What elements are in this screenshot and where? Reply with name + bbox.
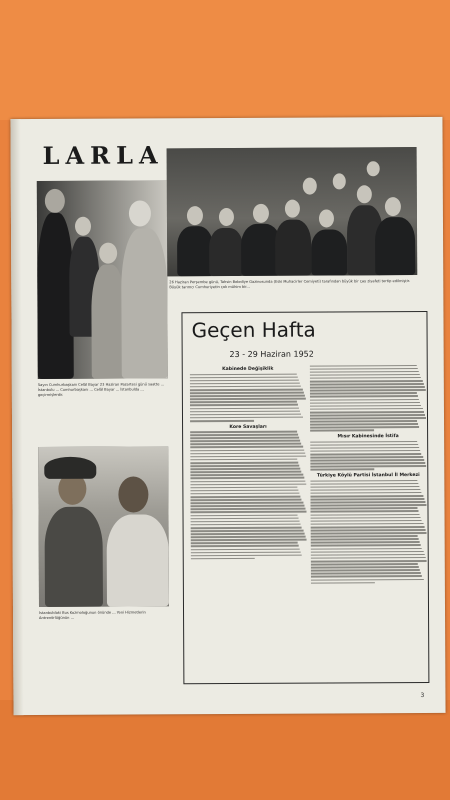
page-spine — [10, 119, 23, 715]
text-line — [310, 389, 426, 391]
text-line — [310, 383, 424, 385]
text-line — [191, 558, 255, 560]
text-line — [310, 411, 424, 413]
box-date: 23 - 29 Haziran 1952 — [229, 349, 314, 359]
text-line — [190, 483, 306, 485]
text-line — [190, 443, 301, 445]
text-line — [310, 426, 419, 428]
text-line — [191, 533, 305, 535]
president-photo-caption: Sayın Cumhurbaşkanı Celâl Bayar 23 Haziran Pazartesi günü saatte ... İstanbulu ... Cumhurbaşkanı ... Celâl Bayar ... İstanbulda ... geçirmişlerdir. — [37, 382, 165, 397]
text-line — [310, 498, 424, 500]
text-line — [310, 441, 417, 443]
text-line — [190, 392, 304, 394]
text-line — [190, 452, 305, 454]
text-line — [311, 575, 422, 577]
text-line — [311, 554, 425, 556]
text-line — [311, 557, 426, 559]
soldiers-photo-caption: İstanbuldaki Bus Kozmoloğunun önünde ... Yeni Hizmetlerin Antrenörlüğünün ... — [39, 610, 146, 620]
text-line — [310, 504, 426, 506]
text-line — [191, 527, 302, 529]
text-line — [191, 520, 300, 522]
section-heading: Mısır Kabinesinde İstifa — [337, 434, 399, 440]
text-line — [310, 453, 421, 455]
text-line — [190, 471, 301, 473]
text-line — [310, 365, 417, 367]
text-line — [190, 468, 300, 470]
text-line — [190, 437, 299, 439]
text-line — [191, 530, 304, 532]
text-line — [310, 501, 425, 503]
text-line — [191, 545, 299, 547]
text-line — [311, 563, 418, 565]
text-line — [190, 455, 306, 457]
article-column-left — [190, 364, 308, 681]
text-line — [190, 379, 299, 381]
text-line — [310, 374, 420, 376]
text-line — [190, 434, 298, 436]
text-line — [190, 505, 304, 507]
section-body — [310, 479, 427, 583]
text-line — [310, 377, 421, 379]
section-body — [310, 441, 426, 471]
section-heading: Kabinede Değişiklik — [222, 366, 274, 373]
text-line — [191, 542, 298, 544]
text-line — [190, 395, 305, 397]
text-line — [310, 456, 423, 458]
text-line — [311, 514, 420, 516]
text-line — [190, 465, 299, 467]
text-line — [190, 373, 297, 375]
text-line — [190, 401, 297, 403]
text-line — [190, 440, 300, 442]
text-line — [190, 431, 297, 433]
text-line — [311, 541, 420, 543]
text-line — [310, 510, 418, 512]
text-line — [311, 544, 421, 546]
background-bottom — [0, 700, 450, 800]
text-line — [311, 578, 424, 580]
text-line — [310, 392, 417, 394]
text-line — [310, 368, 418, 370]
text-line — [190, 489, 298, 491]
text-line — [310, 417, 426, 419]
group-photo — [167, 147, 418, 276]
text-line — [190, 398, 306, 400]
text-line — [311, 523, 424, 525]
text-line — [310, 408, 423, 410]
text-line — [311, 529, 426, 531]
text-line — [190, 477, 304, 479]
text-line — [310, 386, 425, 388]
box-title: Geçen Hafta — [191, 317, 316, 343]
text-line — [310, 450, 420, 452]
section-heading: Kore Savaşları — [229, 424, 267, 430]
text-line — [190, 449, 304, 451]
text-line — [190, 480, 305, 482]
text-line — [190, 474, 303, 476]
text-line — [310, 371, 419, 373]
text-line — [311, 526, 425, 528]
text-line — [191, 551, 301, 553]
text-line — [190, 382, 300, 384]
text-line — [191, 514, 298, 516]
text-line — [310, 414, 425, 416]
section-body — [190, 373, 306, 422]
text-line — [310, 507, 417, 509]
soldiers-photo — [38, 446, 169, 607]
text-line — [311, 551, 424, 553]
text-line — [310, 465, 426, 467]
text-line — [190, 416, 303, 418]
text-line — [310, 489, 420, 491]
text-line — [310, 420, 417, 422]
text-line — [310, 380, 423, 382]
text-line — [311, 548, 422, 550]
text-line — [310, 462, 425, 464]
magazine-page — [10, 117, 445, 715]
text-line — [310, 395, 418, 397]
text-line — [191, 548, 300, 550]
president-photo — [37, 180, 168, 379]
text-line — [191, 523, 301, 525]
text-line — [311, 572, 421, 574]
text-line — [190, 385, 301, 387]
section-body — [310, 364, 426, 431]
text-line — [310, 483, 418, 485]
text-line — [190, 413, 301, 415]
group-photo-caption: 26 Haziran Perşembe günü, Tahsin Belediye Gazinosunda (Eski Muhacirler Cemiyeti) tarafından büyük bir çay ziyafeti tertip edilmiştir. Büyük tarımcı Cumhuriyetin çok mühim bir... — [169, 279, 411, 290]
text-line — [190, 496, 300, 498]
text-line — [310, 399, 419, 401]
text-line — [310, 495, 423, 497]
text-line — [190, 446, 303, 448]
text-line — [190, 458, 297, 460]
section-body — [190, 431, 307, 560]
text-line — [191, 517, 299, 519]
article-column-right — [310, 363, 428, 680]
text-line — [191, 539, 307, 541]
text-line — [190, 508, 305, 510]
text-line — [311, 532, 427, 534]
text-line — [190, 493, 299, 495]
text-line — [311, 535, 418, 537]
text-line — [190, 404, 298, 406]
text-line — [190, 486, 297, 488]
text-line — [310, 405, 421, 407]
text-line — [311, 560, 427, 562]
text-line — [310, 480, 417, 482]
text-line — [190, 407, 299, 409]
text-line — [190, 376, 298, 378]
text-line — [311, 517, 421, 519]
text-line — [310, 402, 420, 404]
page-headline: LARLA — [42, 140, 164, 170]
text-line — [310, 430, 374, 432]
text-line — [190, 410, 300, 412]
text-line — [310, 459, 424, 461]
text-line — [311, 582, 375, 584]
text-line — [310, 444, 418, 446]
text-line — [191, 511, 307, 513]
section-heading: Türkiye Köylü Partisi İstanbul İl Merkezi — [316, 472, 420, 479]
text-line — [190, 502, 303, 504]
text-line — [311, 569, 420, 571]
text-line — [310, 423, 418, 425]
text-line — [311, 538, 419, 540]
text-line — [190, 499, 301, 501]
page-number: 3 — [420, 691, 425, 699]
text-line — [310, 447, 419, 449]
text-line — [311, 566, 419, 568]
text-line — [191, 554, 302, 556]
text-line — [190, 462, 298, 464]
text-line — [310, 469, 374, 471]
text-line — [190, 420, 254, 422]
text-line — [310, 486, 419, 488]
text-line — [310, 492, 421, 494]
background-top — [0, 0, 450, 120]
text-line — [311, 520, 422, 522]
text-line — [190, 389, 303, 391]
text-line — [191, 536, 306, 538]
